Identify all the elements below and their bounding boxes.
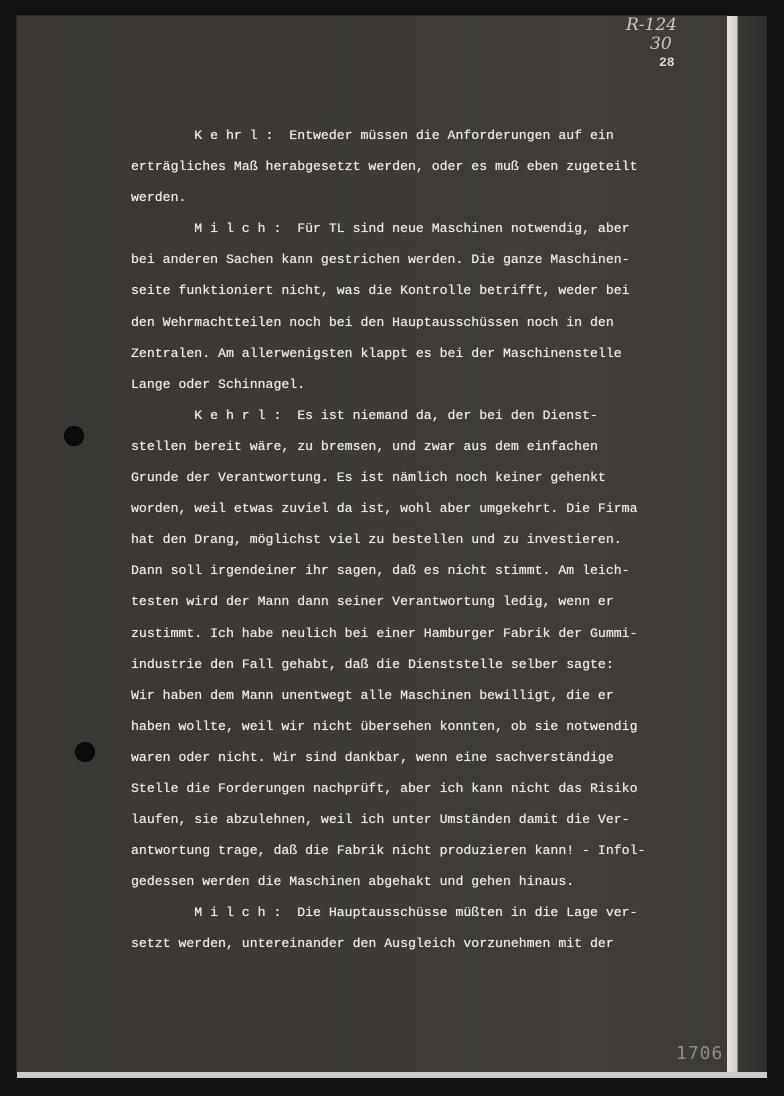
- text-line: setzt werden, untereinander den Ausgleich vorzunehmen mit der: [131, 936, 614, 952]
- transcript-body: [131, 120, 731, 960]
- page-edge: [727, 16, 767, 1076]
- text-line: werden.: [131, 190, 187, 206]
- text-line: Stelle die Forderungen nachprüft, aber ich kann nicht das Risiko: [131, 780, 638, 796]
- text-line: K e h r l : Es ist niemand da, der bei den Dienst-: [131, 407, 598, 423]
- text-line: stellen bereit wäre, zu bremsen, und zwar aus dem einfachen: [131, 438, 598, 454]
- text-line: M i l c h : Für TL sind neue Maschinen notwendig, aber: [131, 221, 630, 237]
- text-line: Lange oder Schinnagel.: [131, 376, 306, 392]
- text-line: erträgliches Maß herabgesetzt werden, oder es muß eben zugeteilt: [131, 159, 638, 175]
- text-line: bei anderen Sachen kann gestrichen werden. Die ganze Maschinen-: [131, 252, 630, 268]
- text-line: industrie den Fall gehabt, daß die Dienststelle selber sagte:: [131, 656, 614, 672]
- text-line: haben wollte, weil wir nicht übersehen konnten, ob sie notwendig: [131, 718, 638, 734]
- text-line: Grunde der Verantwortung. Es ist nämlich noch keiner gehenkt: [131, 470, 606, 486]
- text-line: den Wehrmachtteilen noch bei den Hauptausschüssen noch in den: [131, 314, 614, 330]
- page-bottom-edge: [17, 1072, 767, 1078]
- text-line: laufen, sie abzulehnen, weil ich unter Umständen damit die Ver-: [131, 812, 630, 828]
- text-line: testen wird der Mann dann seiner Verantwortung ledig, wenn er: [131, 594, 614, 610]
- text-line: K e hr l : Entweder müssen die Anforderungen auf ein: [131, 128, 614, 143]
- archive-sub-number: 30: [650, 34, 672, 54]
- punch-hole: [64, 426, 84, 446]
- text-line: waren oder nicht. Wir sind dankbar, wenn eine sachverständige: [131, 749, 614, 765]
- page-number: 28: [659, 55, 675, 70]
- text-line: worden, weil etwas zuviel da ist, wohl aber umgekehrt. Die Firma: [131, 501, 638, 517]
- archive-stamp: 1706: [676, 1043, 724, 1064]
- text-line: zustimmt. Ich habe neulich bei einer Hamburger Fabrik der Gummi-: [131, 625, 638, 641]
- text-line: seite funktioniert nicht, was die Kontrolle betrifft, weder bei: [131, 283, 630, 299]
- text-line: gedessen werden die Maschinen abgehakt und gehen hinaus.: [131, 874, 575, 890]
- text-line: hat den Drang, möglichst viel zu bestellen und zu investieren.: [131, 532, 622, 548]
- text-line: antwortung trage, daß die Fabrik nicht produzieren kann! - Infol-: [131, 843, 646, 859]
- text-line: Zentralen. Am allerwenigsten klappt es bei der Maschinenstelle: [131, 345, 622, 361]
- archive-reference: R-124: [626, 15, 677, 35]
- punch-hole: [75, 742, 95, 762]
- text-line: Dann soll irgendeiner ihr sagen, daß es nicht stimmt. Am leich-: [131, 563, 630, 579]
- text-line: M i l c h : Die Hauptausschüsse müßten in die Lage ver-: [131, 905, 638, 921]
- text-line: Wir haben dem Mann unentwegt alle Maschinen bewilligt, die er: [131, 687, 614, 703]
